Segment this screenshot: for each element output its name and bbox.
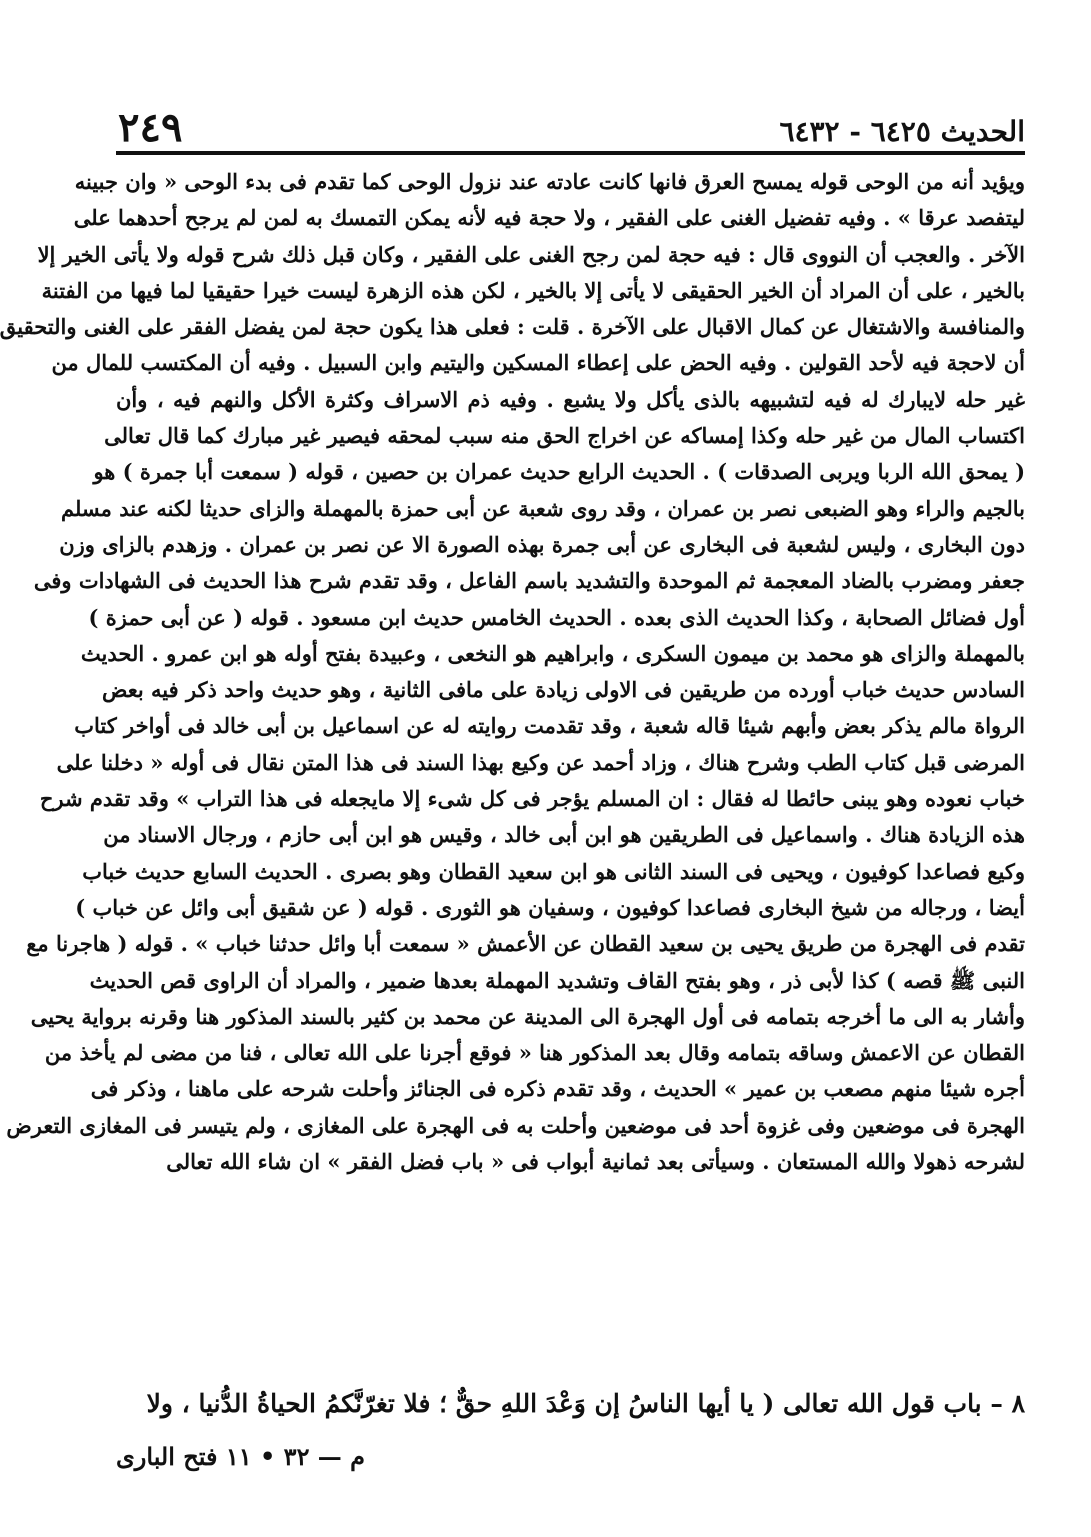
text-line: لشرحه ذهولا والله المستعان . وسيأتى بعد ثمانية أبواب فى « باب فضل الفقر » ان شاء الله تعالى (166, 1149, 1025, 1175)
running-title: الحديث ٦٤٢٥ - ٦٤٣٢ (779, 115, 1025, 148)
text-line: النبى ﷺ قصه ) كذا لأبى ذر ، وهو بفتح القاف وتشديد المهملة بعدها ضمير ، والمراد أن الراوى قص الحديث (89, 967, 1025, 993)
text-line: ( يمحق الله الربا ويربى الصدقات ) . الحديث الرابع حديث عمران بن حصين ، قوله ( سمعت أبا جمرة ) هو (93, 459, 1025, 485)
footer-signature: م — ٣٢ • ١١ فتح البارى (116, 1442, 366, 1471)
page-number: ٢٤٩ (118, 104, 183, 151)
text-line: بالجيم والراء وهو الضبعى نصر بن عمران ، وقد روى شعبة عن أبى حمزة بالمهملة والزاى حديثا لكنه عند مسلم (60, 495, 1025, 521)
text-line: أيضا ، ورجاله من شيخ البخارى فصاعدا كوفيون ، وسفيان هو الثورى . قوله ( عن شقيق أبى وائل عن خباب ) (75, 894, 1025, 920)
text-line: ليتفصد عرقا » . وفيه تفضيل الغنى على الفقير ، ولا حجة فيه لأنه يمكن التمسك به لمن لم يرجح أحدهما على (73, 205, 1025, 231)
text-line: وأشار به الى ما أخرجه بتمامه فى أول الهجرة الى المدينة عن محمد بن كثير بالسند المذكور هنا وقرنه برواية يحيى (30, 1003, 1025, 1029)
body-text (0, 164, 1025, 1180)
text-line: أول فضائل الصحابة ، وكذا الحديث الذى بعده . الحديث الخامس حديث ابن مسعود . قوله ( عن أبى حمزة ) (88, 604, 1025, 630)
text-line: خباب نعوده وهو يبنى حائطا له فقال : ان المسلم يؤجر فى كل شىء إلا مايجعله فى هذا التراب » وقد تقدم شرح (39, 786, 1025, 812)
text-line: الهجرة فى موضعين وفى غزوة أحد فى موضعين وأحلت به فى الهجرة على المغازى ، ولم يتيسر فى المغازى التعرض (6, 1112, 1025, 1138)
text-line: بالخير ، على أن المراد أن الخير الحقيقى لا يأتى إلا بالخير ، لكن هذه الزهرة ليست خيرا حقيقيا لما فيها من الفتنة (41, 277, 1025, 303)
text-line: جعفر ومضرب بالضاد المعجمة ثم الموحدة والتشديد باسم الفاعل ، وقد تقدم شرح هذا الحديث فى الشهادات وفى (33, 568, 1025, 594)
text-line: أن لاحجة فيه لأحد القولين . وفيه الحض على إعطاء المسكين واليتيم وابن السبيل . وفيه أن المكتسب للمال من (51, 350, 1025, 376)
text-line: بالمهملة والزاى هو محمد بن ميمون السكرى ، وابراهيم هو النخعى ، وعبيدة بفتح أوله هو ابن عمرو . الحديث (80, 640, 1025, 666)
text-line: والمنافسة والاشتغال عن كمال الاقبال على الآخرة . قلت : فعلى هذا يكون حجة لمن يفضل الفقر على الغنى والتحقيق (0, 314, 1025, 340)
text-line: غير حله لايبارك له فيه لتشبيهه بالذى يأكل ولا يشبع . وفيه ذم الاسراف وكثرة الأكل والنهم فيه ، وأن (116, 386, 1025, 412)
text-line: دون البخارى ، وليس لشعبة فى البخارى عن أبى جمرة بهذه الصورة الا عن نصر بن عمران . وزهدم بالزاى وزن (59, 531, 1025, 557)
chapter-heading: ٨ – باب قول الله تعالى ( يا أيها الناسُ إن وَعْدَ اللهِ حقٌّ ؛ فلا تغرّنَّكمُ الحياةُ الدُّنيا ، ولا (146, 1389, 1025, 1418)
text-line: هذه الزيادة هناك . واسماعيل فى الطريقين هو ابن أبى خالد ، وقيس هو ابن أبى حازم ، ورجال الاسناد من (103, 822, 1025, 848)
text-line: أجره شيئا منهم مصعب بن عمير » الحديث ، وقد تقدم ذكره فى الجنائز وأحلت شرحه على ماهنا ، وذكر فى (90, 1076, 1025, 1102)
text-line: الآخر . والعجب أن النووى قال : فيه حجة لمن رجح الغنى على الفقير ، وكان قبل ذلك شرح قوله ولا يأتى الخير إلا (37, 241, 1025, 267)
text-line: ويؤيد أنه من الوحى قوله يمسح العرق فانها كانت عادته عند نزول الوحى كما تقدم فى بدء الوحى « وان جبينه (74, 169, 1025, 194)
page-header (118, 96, 1025, 151)
text-line: وكيع فصاعدا كوفيون ، ويحيى فى السند الثانى هو ابن سعيد القطان وهو بصرى . الحديث السابع حديث خباب (82, 858, 1025, 884)
text-line: الرواة مالم يذكر بعض وأبهم شيئا قاله شعبة ، وقد تقدمت روايته له عن اسماعيل بن أبى خالد فى أواخر كتاب (74, 713, 1025, 739)
text-line: تقدم فى الهجرة من طريق يحيى بن سعيد القطان عن الأعمش « سمعت أبا وائل حدثنا خباب » . قوله ( هاجرنا مع (26, 931, 1025, 957)
text-line: اكتساب المال من غير حله وكذا إمساكه عن اخراج الحق منه سبب لمحقه فيصير غير مبارك كما قال تعالى (104, 423, 1025, 449)
text-line: السادس حديث خباب أورده من طريقين فى الاولى زيادة على مافى الثانية ، وهو حديث واحد ذكر فيه بعض (102, 677, 1025, 703)
text-line: القطان عن الاعمش وساقه بتمامه وقال بعد المذكور هنا « فوقع أجرنا على الله تعالى ، فنا من مضى لم يأخذ من (44, 1040, 1025, 1066)
header-rule (116, 151, 1025, 155)
text-line: المرضى قبل كتاب الطب وشرح هناك ، وزاد أحمد عن وكيع بهذا السند فى هذا المتن نقال فى أوله « دخلنا على (56, 749, 1025, 775)
